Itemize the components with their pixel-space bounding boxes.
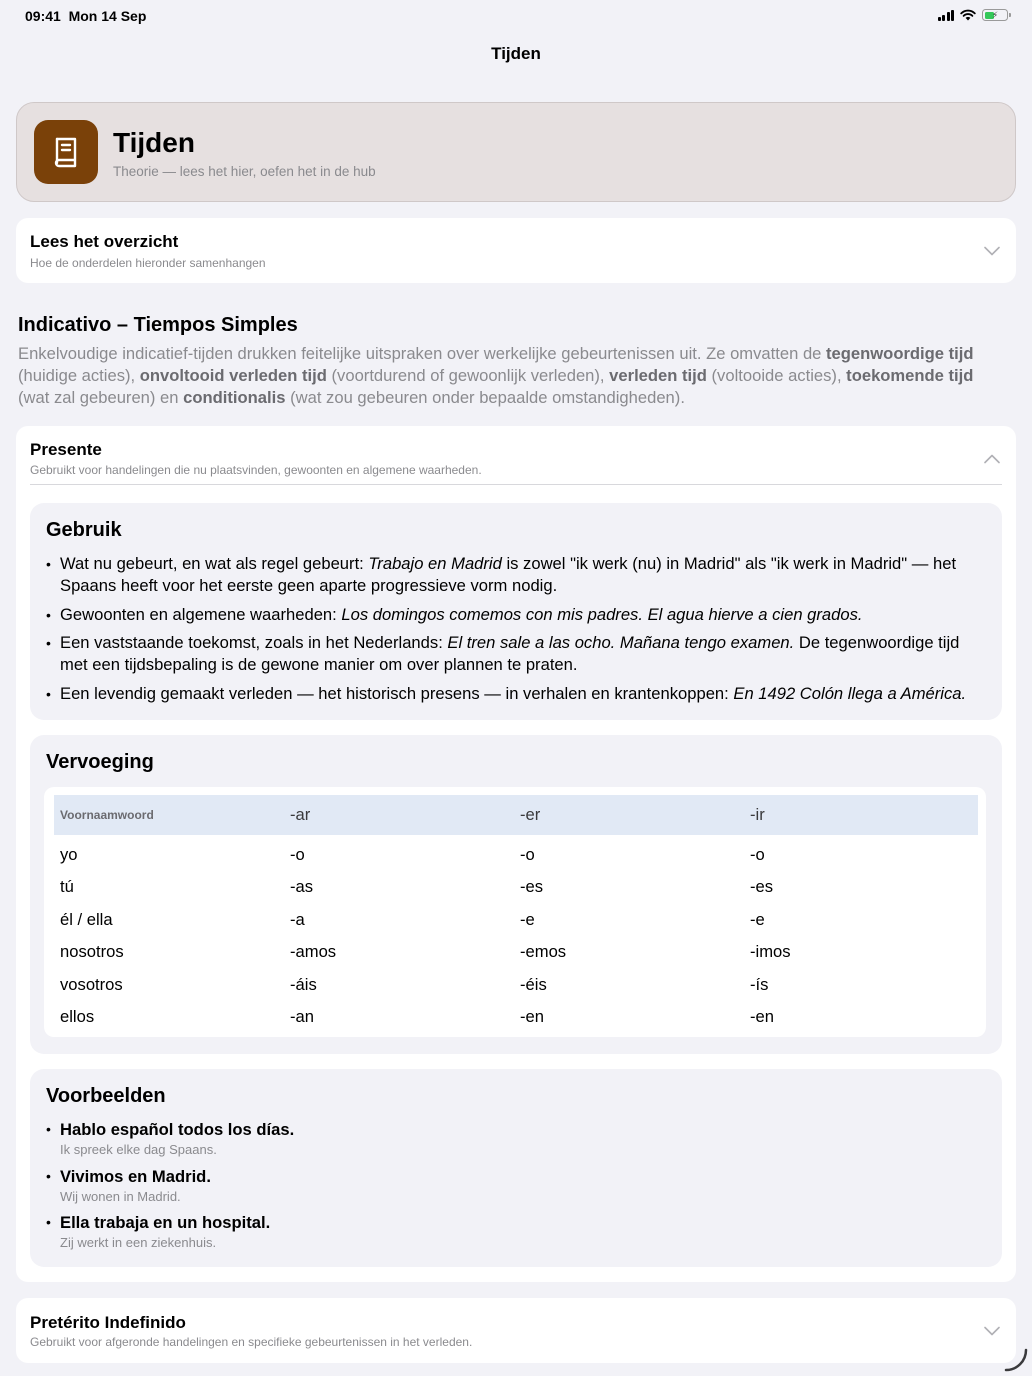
resize-handle-icon[interactable] bbox=[1002, 1346, 1028, 1372]
header-ar: -ar bbox=[290, 805, 311, 824]
presente-header[interactable] bbox=[16, 426, 1016, 484]
description-emphasis: onvoltooid verleden tijd bbox=[139, 366, 327, 385]
description-text: (huidige acties), bbox=[18, 366, 140, 385]
usage-text: Wat nu gebeurt, en wat als regel gebeurt: bbox=[60, 554, 369, 573]
example-item bbox=[46, 1119, 946, 1166]
cell-ar: -as bbox=[290, 877, 314, 897]
cell-ir: -imos bbox=[750, 942, 791, 962]
header-pronoun: Voornaamwoord bbox=[60, 808, 154, 822]
description-emphasis: verleden tijd bbox=[609, 366, 707, 385]
battery-charging-icon: ⚡ bbox=[982, 9, 1008, 21]
cell-ir: -o bbox=[750, 845, 765, 864]
table-row bbox=[54, 1001, 978, 1033]
book-icon bbox=[34, 120, 98, 184]
chevron-down-icon[interactable] bbox=[984, 246, 1000, 256]
usage-item bbox=[46, 683, 991, 705]
section-heading: Indicativo – Tiempos Simples bbox=[18, 314, 298, 336]
cell-pronoun: nosotros bbox=[60, 942, 124, 962]
cell-pronoun: yo bbox=[60, 845, 78, 864]
description-emphasis: toekomende tijd bbox=[846, 366, 974, 385]
usage-title: Gebruik bbox=[46, 519, 122, 541]
signal-icon bbox=[938, 10, 955, 21]
status-bar bbox=[0, 0, 1032, 32]
cell-er: -es bbox=[520, 877, 544, 897]
description-text: (wat zou gebeuren onder bepaalde omstandigheden). bbox=[285, 388, 685, 407]
cell-er: -emos bbox=[520, 942, 567, 962]
example-translation: Wij wonen in Madrid. bbox=[60, 1188, 181, 1204]
conjugation-title: Vervoeging bbox=[46, 751, 154, 773]
description-text: Enkelvoudige indicatief-tijden drukken feitelijke uitspraken over werkelijke gebeurtenissen uit. Ze omvatten de bbox=[18, 344, 827, 363]
header-er: -er bbox=[520, 805, 541, 824]
table-row bbox=[54, 871, 978, 903]
status-time bbox=[25, 8, 146, 24]
overview-subtitle: Hoe de onderdelen hieronder samenhangen bbox=[30, 256, 266, 270]
usage-panel bbox=[30, 503, 1002, 720]
presente-card bbox=[16, 426, 1016, 1282]
table-row bbox=[54, 936, 978, 968]
cell-pronoun: tú bbox=[60, 877, 74, 897]
cell-ir: -ís bbox=[750, 974, 769, 994]
usage-item bbox=[46, 553, 991, 597]
example-item bbox=[46, 1166, 946, 1213]
description-text: (voortdurend of gewoonlijk verleden), bbox=[326, 366, 610, 385]
example-translation: Ik spreek elke dag Spaans. bbox=[60, 1142, 217, 1157]
divider bbox=[30, 484, 1002, 485]
usage-text: De tegenwoordige tijd met een tijdsbepaling is de gewone manier om over plannen te praten. bbox=[60, 633, 960, 674]
examples-list bbox=[46, 1119, 946, 1259]
cell-er: -e bbox=[520, 909, 535, 929]
cell-pronoun: ellos bbox=[60, 1007, 95, 1026]
overview-title: Lees het overzicht bbox=[30, 232, 179, 251]
presente-subtitle: Gebruikt voor handelingen die nu plaatsvinden, gewoonten en algemene waarheden. bbox=[30, 463, 482, 477]
usage-example-text: Los domingos comemos con mis padres. El agua hierve a cien grados. bbox=[341, 604, 863, 624]
description-emphasis: conditionalis bbox=[183, 388, 286, 407]
cell-pronoun: vosotros bbox=[60, 974, 123, 994]
nav-title: Tijden bbox=[491, 44, 541, 63]
cell-er: -o bbox=[520, 845, 535, 864]
table-row bbox=[54, 904, 978, 936]
hero-title: Tijden bbox=[113, 127, 195, 158]
cell-ar: -amos bbox=[290, 942, 337, 962]
example-spanish: • Hablo español todos los días. bbox=[60, 1120, 295, 1139]
clock-date: Mon 14 Sep bbox=[68, 8, 147, 24]
description-emphasis: tegenwoordige tijd bbox=[826, 344, 974, 363]
usage-item bbox=[46, 604, 991, 626]
usage-text: Een levendig gemaakt verleden — het historisch presens — in verhalen en krantenkoppen: bbox=[60, 683, 734, 703]
usage-example-text: El tren sale a las ocho. Mañana tengo examen. bbox=[447, 633, 795, 652]
usage-example-text: Trabajo en Madrid bbox=[368, 554, 502, 573]
section-description bbox=[18, 343, 1008, 409]
hero-subtitle: Theorie — lees het hier, oefen het in de hub bbox=[113, 164, 376, 179]
preterito-title: Pretérito Indefinido bbox=[30, 1313, 186, 1332]
cell-ir: -e bbox=[750, 909, 765, 929]
status-icons bbox=[938, 9, 1009, 21]
cell-ir: -es bbox=[750, 877, 774, 897]
example-translation: Zij werkt in een ziekenhuis. bbox=[60, 1235, 217, 1250]
table-header bbox=[54, 795, 978, 835]
hero-card bbox=[16, 102, 1016, 202]
preterito-subtitle: Gebruikt voor afgeronde handelingen en specifieke gebeurtenissen in het verleden. bbox=[30, 1335, 473, 1349]
examples-title: Voorbeelden bbox=[46, 1085, 166, 1107]
conjugation-table bbox=[44, 787, 986, 1037]
usage-example-text: En 1492 Colón llega a América. bbox=[733, 683, 967, 703]
cell-ar: -an bbox=[290, 1007, 314, 1026]
usage-text: Een vaststaande toekomst, zoals in het Nederlands: bbox=[60, 633, 448, 652]
conjugation-panel bbox=[30, 735, 1002, 1054]
cell-ar: -áis bbox=[290, 974, 317, 994]
wifi-icon bbox=[960, 9, 976, 21]
examples-panel bbox=[30, 1069, 1002, 1267]
usage-text: Gewoonten en algemene waarheden: bbox=[60, 604, 342, 624]
chevron-up-icon[interactable] bbox=[984, 454, 1000, 464]
cell-er: -éis bbox=[520, 974, 547, 994]
clock-time: 09:41 bbox=[25, 8, 61, 24]
table-row bbox=[54, 969, 978, 1001]
example-item bbox=[46, 1212, 946, 1259]
example-spanish: • Ella trabaja en un hospital. bbox=[60, 1213, 271, 1232]
cell-ar: -a bbox=[290, 909, 305, 929]
preterito-disclosure[interactable] bbox=[16, 1298, 1016, 1363]
usage-text: is zowel "ik werk (nu) in Madrid" als "ik werk in Madrid" — het Spaans heeft voor het eerste geen aparte progressieve vorm nodig. bbox=[60, 554, 957, 595]
presente-title: Presente bbox=[30, 440, 102, 459]
cell-er: -en bbox=[520, 1007, 544, 1026]
cell-pronoun: él / ella bbox=[60, 909, 113, 929]
usage-list bbox=[46, 553, 991, 711]
cell-ir: -en bbox=[750, 1007, 774, 1026]
chevron-down-icon[interactable] bbox=[984, 1326, 1000, 1336]
example-spanish: • Vivimos en Madrid. bbox=[60, 1166, 211, 1186]
overview-disclosure[interactable] bbox=[16, 218, 1016, 283]
cell-ar: -o bbox=[290, 845, 305, 864]
header-ir: -ir bbox=[750, 805, 765, 824]
table-row bbox=[54, 839, 978, 871]
description-text: (voltooide acties), bbox=[706, 366, 847, 385]
usage-item bbox=[46, 632, 991, 676]
description-text: (wat zal gebeuren) en bbox=[18, 388, 184, 407]
